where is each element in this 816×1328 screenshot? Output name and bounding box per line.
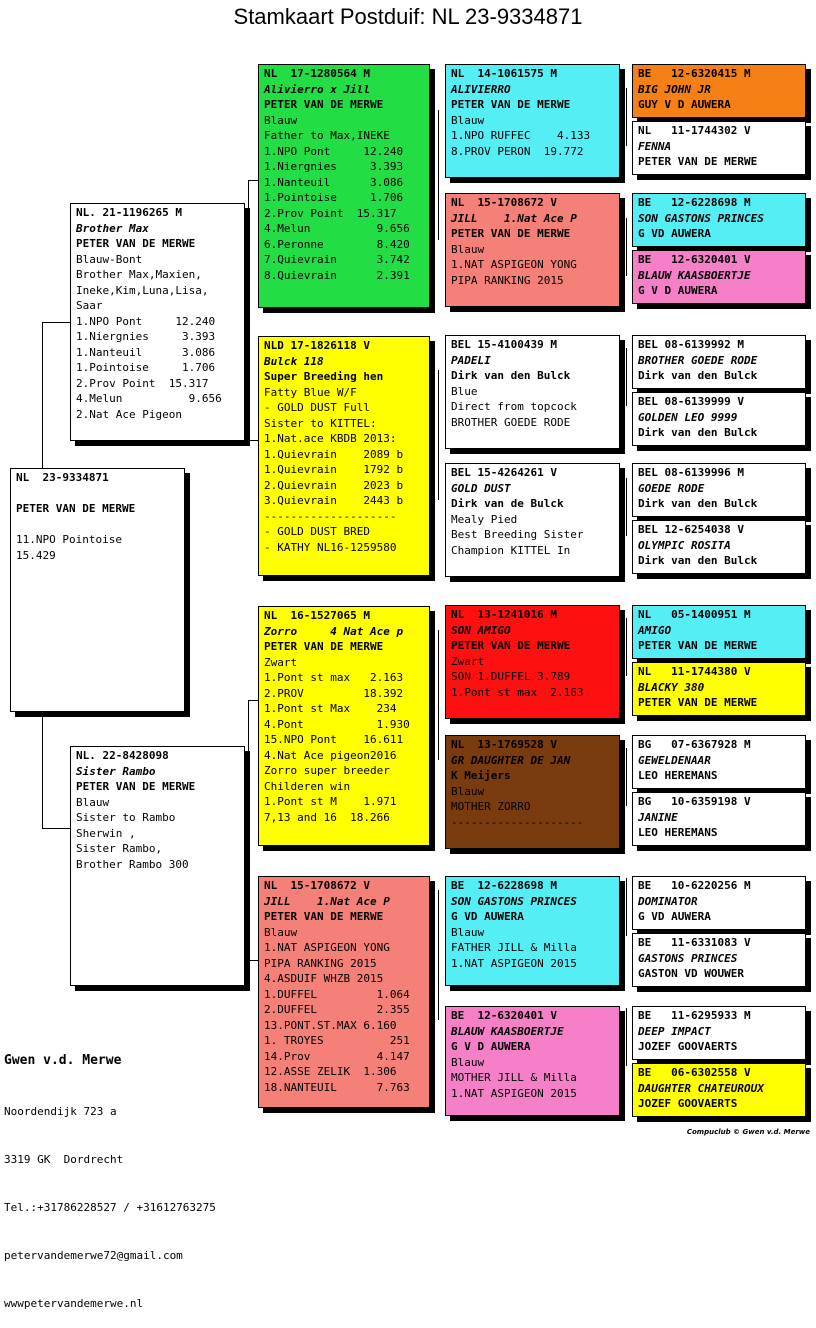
card-line: 1.Pont st max 2.163 [264, 671, 404, 684]
card-line: Sherwin , [76, 826, 136, 840]
card-line: 1.NPO RUFFEC 4.133 [451, 129, 591, 142]
pigeon-name: Sister Rambo [76, 764, 156, 778]
ring-number: NL 14-1061575 M [451, 67, 557, 80]
card-line: 1.Nanteuil 3.086 [264, 175, 404, 189]
card-line: LEO HEREMANS [638, 769, 718, 782]
pedigree-card-sire-sire [258, 64, 430, 308]
pigeon-name: OLYMPIC ROSITA [638, 538, 731, 552]
card-line [16, 517, 179, 533]
ring-number: BEL 12-6254038 V [638, 523, 744, 536]
pedigree-card-g1 [632, 64, 806, 118]
pedigree-card-sire [70, 203, 245, 441]
card-line: Blue [451, 384, 478, 398]
card-line: 1.NAT ASPIGEON YONG [451, 258, 577, 271]
card-line: PETER VAN DE MERWE [451, 639, 571, 652]
card-line: 1.Quievrain 2089 b [264, 447, 404, 461]
card-line: 1.NAT ASPIGEON 2015 [451, 956, 577, 970]
pigeon-name: Bulck 118 [264, 354, 324, 368]
connector [626, 218, 627, 276]
card-line: PETER VAN DE MERWE [264, 98, 384, 111]
card-line: 1.Niergnies 3.393 [264, 160, 404, 173]
card-line: 18.NANTEUIL 7.763 [264, 1080, 410, 1094]
card-line: Blauw [264, 113, 298, 127]
card-line: PETER VAN DE MERWE [76, 780, 196, 793]
card-line: Zwart [264, 655, 298, 669]
ring-number: NL 13-1241016 M [451, 608, 557, 621]
card-line: 1.Pointoise 1.706 [264, 191, 404, 204]
pigeon-name: Alivierro x Jill [264, 82, 370, 96]
connector [42, 712, 43, 828]
pedigree-card-dam-dam [258, 876, 430, 1108]
card-line: 15.NPO Pont 16.611 [264, 733, 404, 746]
ring-number: NL 11-1744302 V [638, 124, 751, 137]
card-line: Super Breeding hen [264, 370, 384, 383]
card-line: Dirk van de Bulck [451, 497, 564, 510]
pigeon-name: BLAUW KAASBOERTJE [451, 1024, 564, 1038]
card-line: Brother Max,Maxien, [76, 268, 202, 281]
card-line: BROTHER GOEDE RODE [451, 415, 571, 429]
connector [42, 828, 70, 829]
pigeon-name [16, 486, 179, 502]
card-line: 1.DUFFEL 1.064 [264, 987, 410, 1001]
pedigree-card-ssd [445, 193, 620, 307]
pigeon-name: SON AMIGO [451, 623, 511, 637]
card-line: 8.PROV PERON 19.772 [451, 144, 584, 158]
card-line: 4.Nat Ace pigeon2016 [264, 748, 397, 762]
pedigree-card-subject [10, 468, 185, 712]
pedigree-card-dam [70, 746, 245, 986]
card-line: Dirk van den Bulck [638, 369, 758, 382]
card-line: PETER VAN DE MERWE [264, 640, 384, 653]
card-line: 1.Pont st Max 234 [264, 702, 397, 715]
pigeon-name: GR DAUGHTER DE JAN [451, 753, 571, 767]
pedigree-card-g11 [632, 735, 806, 789]
pigeon-name: GEWELDENAAR [638, 753, 711, 767]
card-line: -------------------- [451, 815, 584, 829]
owner-phone: Tel.:+31786228527 / +31612763275 [4, 1201, 216, 1214]
card-line: Dirk van den Bulck [451, 369, 571, 382]
owner-email: petervandemerwe72@gmail.com [4, 1249, 183, 1262]
card-line: Sister Rambo, [76, 842, 163, 855]
pedigree-card-g16 [632, 1063, 806, 1117]
card-line: 4.Melun 9.656 [76, 392, 222, 405]
card-line: 12.ASSE ZELIK 1.306 [264, 1065, 397, 1078]
connector [248, 700, 258, 701]
card-line: 14.Prov 4.147 [264, 1049, 410, 1063]
ring-number: NL. 22-8428098 [76, 749, 169, 762]
ring-number: NL 17-1280564 M [264, 67, 370, 80]
card-line: 11.NPO Pointoise [16, 533, 122, 546]
pigeon-name: JANINE [638, 810, 678, 824]
pedigree-card-dds [445, 876, 620, 986]
ring-number: NL 05-1400951 M [638, 608, 751, 621]
card-line: Champion KITTEL In [451, 543, 571, 557]
ring-number: BEL 08-6139992 M [638, 338, 744, 351]
card-line: 2.PROV 18.392 [264, 686, 404, 700]
card-line: GUY V D AUWERA [638, 98, 731, 111]
pigeon-name: JILL 1.Nat Ace P [264, 894, 390, 908]
connector [626, 88, 627, 146]
card-line: Zorro super breeder [264, 764, 390, 777]
pigeon-name: BROTHER GOEDE RODE [638, 353, 758, 367]
ring-number: NL 11-1744380 V [638, 665, 751, 678]
connector [438, 370, 439, 500]
pedigree-card-g7 [632, 463, 806, 517]
card-line: 6.Peronne 8.420 [264, 237, 410, 251]
card-line: LEO HEREMANS [638, 826, 718, 839]
card-line: Dirk van den Bulck [638, 497, 758, 510]
owner-block [4, 1018, 216, 1328]
card-line: PETER VAN DE MERWE [638, 155, 758, 168]
card-line: 13.PONT.ST.MAX 6.160 [264, 1018, 397, 1032]
pedigree-card-g13 [632, 876, 806, 930]
card-line: Brother Rambo 300 [76, 857, 189, 871]
card-line: G VD AUWERA [638, 227, 711, 240]
card-line: Mealy Pied [451, 512, 518, 526]
owner-name: Gwen v.d. Merwe [4, 1053, 122, 1068]
pedigree-card-sdd [445, 463, 620, 577]
pedigree-card-dsd [445, 735, 620, 849]
card-line: Blauw-Bont [76, 252, 143, 266]
pigeon-name: DEEP IMPACT [638, 1024, 711, 1038]
ring-number: BEL 08-6139996 M [638, 466, 744, 479]
ring-number: NLD 17-1826118 V [264, 339, 370, 352]
card-line: 2.Quievrain 2023 b [264, 478, 404, 492]
pedigree-card-g6 [632, 392, 806, 446]
ring-number: BE 12-6228698 M [451, 879, 557, 892]
card-line: 7.Quievrain 3.742 [264, 253, 410, 266]
connector [626, 1008, 627, 1066]
connector [626, 748, 627, 806]
card-line: MOTHER JILL & Milla [451, 1071, 577, 1084]
card-line: Blauw [451, 925, 485, 939]
card-line: PETER VAN DE MERWE [264, 910, 384, 923]
card-line: Blauw [76, 795, 110, 809]
connector [626, 878, 627, 936]
card-line: 4.ASDUIF WHZB 2015 [264, 972, 384, 985]
ring-number: NL 23-9334871 [16, 471, 109, 484]
pedigree-card-g12 [632, 792, 806, 846]
card-line: PIPA RANKING 2015 [451, 273, 564, 287]
ring-number: NL 15-1708672 V [451, 196, 557, 209]
ring-number: BE 12-6320415 M [638, 67, 751, 80]
card-line: G V D AUWERA [451, 1040, 531, 1053]
pigeon-name: BLACKY 380 [638, 680, 705, 694]
ring-number: NL 15-1708672 V [264, 879, 370, 892]
connector [42, 322, 70, 323]
connector [248, 960, 258, 961]
pedigree-card-g5 [632, 335, 806, 389]
card-line: PETER VAN DE MERWE [451, 227, 571, 240]
card-line: G VD AUWERA [451, 910, 524, 923]
card-line: 1.Nanteuil 3.086 [76, 345, 216, 359]
card-line: 1.Quievrain 1792 b [264, 463, 404, 476]
card-line: Sister to Rambo [76, 811, 176, 824]
pigeon-name: ALIVIERRO [451, 82, 511, 96]
ring-number: BEL 15-4264261 V [451, 466, 557, 479]
connector [248, 700, 249, 960]
pigeon-name: PADELI [451, 353, 491, 367]
card-line: 2.Prov Point 15.317 [264, 206, 397, 220]
card-line: PETER VAN DE MERWE [76, 237, 196, 250]
card-line: 1.NPO Pont 12.240 [264, 144, 404, 158]
card-line: - GOLD DUST BRED [264, 525, 370, 538]
connector [438, 630, 439, 760]
card-line: 2.Prov Point 15.317 [76, 376, 209, 390]
pigeon-name: Brother Max [76, 221, 149, 235]
card-line: Ineke,Kim,Luna,Lisa, [76, 283, 209, 297]
pedigree-card-g10 [632, 662, 806, 716]
card-line: 1.Pointoise 1.706 [76, 361, 216, 374]
pedigree-card-dam-sire [258, 606, 430, 846]
owner-address: Noordendijk 723 a [4, 1105, 117, 1118]
pigeon-name: GASTONS PRINCES [638, 951, 738, 965]
pedigree-card-sire-dam [258, 336, 430, 576]
pedigree-card-sds [445, 335, 620, 449]
card-line: Sister to KITTEL: [264, 416, 377, 430]
card-line: K Meijers [451, 769, 511, 782]
connector [626, 348, 627, 406]
pedigree-card-dss [445, 605, 620, 719]
ring-number: BE 06-6302558 V [638, 1066, 751, 1079]
card-line: 3.Quievrain 2443 b [264, 494, 404, 507]
pedigree-card-g8 [632, 520, 806, 574]
ring-number: BE 12-6228698 M [638, 196, 751, 209]
card-line: Blauw [451, 1055, 485, 1069]
card-line: Blauw [451, 784, 485, 798]
card-line: PIPA RANKING 2015 [264, 956, 377, 970]
card-line: Direct from topcock [451, 400, 577, 413]
card-line: 4.Melun 9.656 [264, 222, 410, 235]
card-line: PETER VAN DE MERWE [451, 98, 571, 111]
owner-website: wwwpetervandemerwe.nl [4, 1297, 144, 1310]
pedigree-card-g3 [632, 193, 806, 247]
ring-number: BG 10-6359198 V [638, 795, 751, 808]
pigeon-name: BIG JOHN JR [638, 82, 711, 96]
ring-number: BEL 15-4100439 M [451, 338, 557, 351]
card-line: Saar [76, 299, 103, 312]
pigeon-name: GOLD DUST [451, 481, 511, 495]
ring-number: BG 07-6367928 M [638, 738, 751, 751]
credit: Compuclub © Gwen v.d. Merwe [686, 1128, 810, 1136]
card-line: Dirk van den Bulck [638, 426, 758, 439]
ring-number: BE 12-6320401 V [638, 253, 751, 266]
card-line: Childeren win [264, 779, 351, 793]
card-line: PETER VAN DE MERWE [638, 639, 758, 652]
card-line: 1.Pont st M 1.971 [264, 795, 397, 808]
connector [626, 618, 627, 676]
card-line: GASTON VD WOUWER [638, 967, 744, 980]
pigeon-name: DOMINATOR [638, 894, 698, 908]
card-line: MOTHER ZORRO [451, 800, 531, 813]
card-line: 1.NPO Pont 12.240 [76, 314, 216, 328]
pedigree-card-g15 [632, 1006, 806, 1060]
pedigree-card-g14 [632, 933, 806, 987]
pedigree-card-g4 [632, 250, 806, 304]
connector [42, 322, 43, 468]
card-line: 7,13 and 16 18.266 [264, 810, 390, 824]
card-line: Blauw [451, 242, 485, 256]
ring-number: BE 11-6295933 M [638, 1009, 751, 1022]
card-line: Father to Max,INEKE [264, 129, 390, 142]
ring-number: NL 13-1769528 V [451, 738, 557, 751]
card-line: 1. TROYES 251 [264, 1034, 410, 1047]
card-line: 2.Nat Ace Pigeon [76, 407, 182, 421]
connector [248, 180, 258, 181]
pedigree-card-sss [445, 64, 620, 178]
connector [248, 180, 249, 336]
pedigree-card-g2 [632, 121, 806, 175]
card-line: PETER VAN DE MERWE [16, 502, 136, 515]
connector [438, 890, 439, 1020]
pigeon-name: Zorro 4 Nat Ace p [264, 624, 404, 638]
ring-number: BE 10-6220256 M [638, 879, 751, 892]
card-line: -------------------- [264, 509, 397, 523]
ring-number: BEL 08-6139999 V [638, 395, 744, 408]
card-line: 2.DUFFEL 2.355 [264, 1003, 410, 1016]
ring-number: BE 11-6331083 V [638, 936, 751, 949]
card-line: - GOLD DUST Full [264, 401, 370, 414]
pigeon-name: FENNA [638, 139, 672, 153]
connector [626, 478, 627, 536]
pigeon-name: JILL 1.Nat Ace P [451, 211, 577, 225]
card-line: 15.429 [16, 548, 56, 562]
connector [438, 110, 439, 240]
card-line: PETER VAN DE MERWE [638, 696, 758, 709]
card-line: Fatty Blue W/F [264, 385, 357, 399]
card-line: SON 1.DUFFEL 3.789 [451, 670, 571, 683]
pigeon-name: GOEDE RODE [638, 481, 705, 495]
pigeon-name: DAUGHTER CHATEUROUX [638, 1081, 764, 1095]
pigeon-name: GOLDEN LEO 9999 [638, 410, 738, 424]
pedigree-card-ddd [445, 1006, 620, 1116]
pedigree-card-g9 [632, 605, 806, 659]
card-line: 1.Pont st max 2.163 [451, 685, 584, 699]
connector [248, 440, 258, 441]
card-line: Blauw [451, 113, 485, 127]
ring-number: NL. 21-1196265 M [76, 206, 182, 219]
card-line: G V D AUWERA [638, 284, 718, 297]
card-line: FATHER JILL & Milla [451, 941, 577, 954]
card-line: Dirk van den Bulck [638, 554, 758, 567]
card-line: Zwart [451, 654, 485, 668]
card-line: 1.NAT ASPIGEON 2015 [451, 1086, 577, 1100]
card-line: Best Breeding Sister [451, 528, 584, 541]
card-line: JOZEF GOOVAERTS [638, 1040, 738, 1053]
card-line: G VD AUWERA [638, 910, 711, 923]
owner-city: 3319 GK Dordrecht [4, 1153, 124, 1166]
ring-number: NL 16-1527065 M [264, 609, 370, 622]
card-line: JOZEF GOOVAERTS [638, 1097, 738, 1110]
ring-number: BE 12-6320401 V [451, 1009, 557, 1022]
card-line: 1.Niergnies 3.393 [76, 330, 216, 343]
pigeon-name: AMIGO [638, 623, 672, 637]
card-line: 1.NAT ASPIGEON YONG [264, 941, 390, 954]
pigeon-name: BLAUW KAASBOERTJE [638, 268, 751, 282]
card-line: - KATHY NL16-1259580 [264, 540, 397, 554]
card-line: 4.Pont 1.930 [264, 717, 410, 731]
card-line: 8.Quievrain 2.391 [264, 268, 410, 282]
pigeon-name: SON GASTONS PRINCES [451, 894, 577, 908]
page-title: Stamkaart Postduif: NL 23-9334871 [233, 4, 583, 29]
card-line: Blauw [264, 925, 298, 939]
pigeon-name: SON GASTONS PRINCES [638, 211, 764, 225]
card-line: 1.Nat.ace KBDB 2013: [264, 432, 397, 445]
